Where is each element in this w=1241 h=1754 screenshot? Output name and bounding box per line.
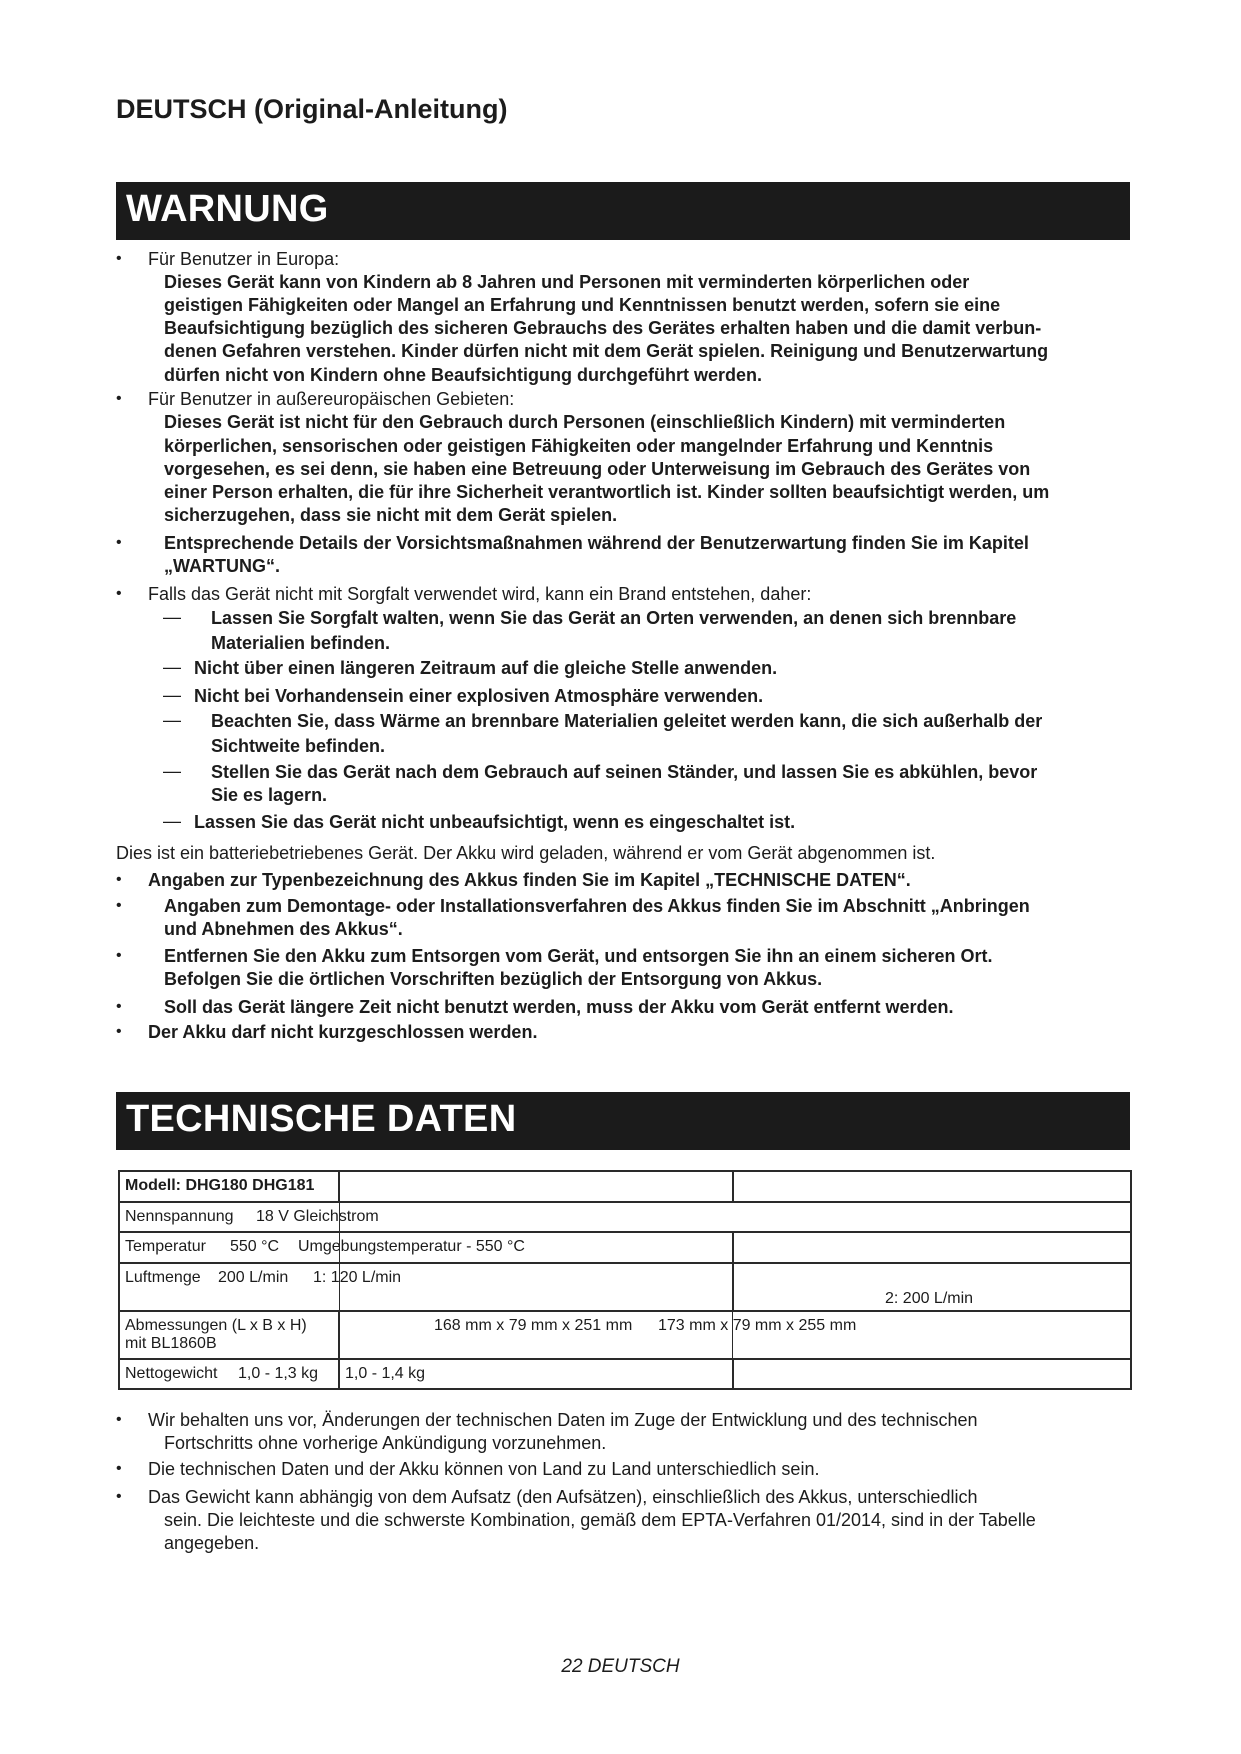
battery-item-line: Soll das Gerät längere Zeit nicht benutzt werden, muss der Akku vom Gerät entfernt werden. <box>164 997 954 1017</box>
battery-item-line: Entfernen Sie den Akku zum Entsorgen vom Gerät, und entsorgen Sie ihn an einem sicheren Ort. <box>164 946 993 966</box>
fire-item-line: Materialien befinden. <box>211 633 391 653</box>
battery-statement: Dies ist ein batteriebetriebenes Gerät. Der Akku wird geladen, während er vom Gerät abgenommen ist. <box>116 843 936 863</box>
europe-text-line: Dieses Gerät kann von Kindern ab 8 Jahren und Personen mit verminderten körperlichen oder <box>164 272 970 292</box>
europe-text-line: denen Gefahren verstehen. Kinder dürfen nicht mit dem Gerät spielen. Reinigung und Benutzerwartung <box>164 341 1049 361</box>
non-europe-text-line: Dieses Gerät ist nicht für den Gebrauch durch Personen (einschließlich Kindern) mit verminderten <box>164 412 1006 432</box>
dash-icon: — <box>163 811 181 831</box>
page-title: DEUTSCH (Original-Anleitung) <box>116 94 508 124</box>
europe-text-line: dürfen nicht von Kindern ohne Beaufsichtigung durchgeführt werden. <box>164 365 763 385</box>
table-cell <box>733 1171 1131 1202</box>
fire-item-line: Sichtweite befinden. <box>211 736 386 756</box>
bullet-icon: • <box>116 998 122 1015</box>
weight-value-2: 1,0 - 1,4 kg <box>345 1365 426 1382</box>
non-europe-text-line: einer Person erhalten, die für ihre Sicherheit verantwortlich ist. Kinder sollten beaufsichtigt werden, um <box>164 482 1050 502</box>
non-europe-text-line: körperlichen, sensorischen oder geistigen Fähigkeiten oder mangelnder Erfahrung und Kenntnis <box>164 436 994 456</box>
dash-icon: — <box>163 761 181 781</box>
table-row <box>119 1359 1131 1389</box>
column-divider <box>339 1203 340 1231</box>
dimension-value-2: 173 mm x 79 mm x 255 mm <box>658 1317 857 1334</box>
bullet-icon: • <box>116 585 122 602</box>
fire-item-line: Stellen Sie das Gerät nach dem Gebrauch auf seinen Ständer, und lassen Sie es abkühlen, bevor <box>211 762 1038 782</box>
column-divider <box>339 1264 340 1310</box>
model-cell <box>119 1171 339 1202</box>
airflow-level-1: 1: 120 L/min <box>313 1269 402 1286</box>
note-line: Das Gewicht kann abhängig von dem Aufsatz (den Aufsätzen), einschließlich des Akkus, unterschiedlich <box>148 1487 978 1507</box>
bullet-icon: • <box>116 1411 122 1428</box>
table-row <box>119 1171 1131 1202</box>
dash-icon: — <box>163 710 181 730</box>
battery-item-line: und Abnehmen des Akkus“. <box>164 919 403 939</box>
dash-icon: — <box>163 685 181 705</box>
airflow-cell-2 <box>733 1263 1131 1311</box>
note-line: Die technischen Daten und der Akku können von Land zu Land unterschiedlich sein. <box>148 1459 820 1479</box>
warning-heading: WARNUNG <box>126 188 329 230</box>
table-cell <box>733 1232 1131 1263</box>
spec-table <box>118 1170 1132 1390</box>
battery-item-line: Angaben zur Typenbezeichnung des Akkus finden Sie im Kapitel „TECHNISCHE DATEN“. <box>148 870 911 890</box>
fire-item-line: Lassen Sie Sorgfalt walten, wenn Sie das Gerät an Orten verwenden, an denen sich brennbare <box>211 608 1017 628</box>
airflow-cell <box>119 1263 733 1311</box>
table-row <box>119 1232 1131 1263</box>
specs-heading: TECHNISCHE DATEN <box>126 1098 517 1140</box>
dimension-sublabel: mit BL1860B <box>125 1335 217 1352</box>
battery-item-line: Der Akku darf nicht kurzgeschlossen werden. <box>148 1022 538 1042</box>
page-footer: 22 DEUTSCH <box>561 1656 680 1677</box>
europe-intro: Für Benutzer in Europa: <box>148 249 340 269</box>
temperature-value: 550 °C <box>230 1238 280 1255</box>
bullet-icon: • <box>116 250 122 267</box>
fire-item-line: Beachten Sie, dass Wärme an brennbare Materialien geleitet werden kann, die sich außerhalb der <box>211 711 1043 731</box>
airflow-label: Luftmenge <box>125 1269 201 1286</box>
model-label: Modell: DHG180 DHG181 <box>125 1177 315 1194</box>
weight-label-cell <box>119 1359 339 1389</box>
europe-text-line: geistigen Fähigkeiten oder Mangel an Erfahrung und Kenntnissen benutzt werden, sofern sie eine <box>164 295 1001 315</box>
note-line: sein. Die leichteste und die schwerste Kombination, gemäß dem EPTA-Verfahren 01/2014, sind in der Tabelle <box>164 1510 1036 1530</box>
europe-text-line: Beaufsichtigung bezüglich des sicheren Gebrauchs des Gerätes erhalten haben und die damit verbun- <box>164 318 1042 338</box>
column-divider <box>732 1312 733 1358</box>
bullet-icon: • <box>116 1460 122 1477</box>
table-cell <box>339 1171 733 1202</box>
weight-value-cell <box>339 1359 733 1389</box>
non-europe-text-line: vorgesehen, es sei denn, sie haben eine Betreuung oder Unterweisung im Gebrauch des Gerätes von <box>164 459 1031 479</box>
temperature-cell <box>119 1232 733 1263</box>
table-row <box>119 1311 1131 1359</box>
table-row <box>119 1263 1131 1311</box>
bullet-icon: • <box>116 947 122 964</box>
warning-heading-bar <box>116 182 1130 240</box>
column-divider <box>339 1233 340 1262</box>
bullet-icon: • <box>116 534 122 551</box>
table-cell <box>733 1359 1131 1389</box>
note-line: Wir behalten uns vor, Änderungen der technischen Daten im Zuge der Entwicklung und des technischen <box>148 1410 978 1430</box>
fire-item-line: Nicht über einen längeren Zeitraum auf die gleiche Stelle anwenden. <box>194 658 778 678</box>
non-europe-intro: Für Benutzer in außereuropäischen Gebieten: <box>148 389 515 409</box>
weight-value-1: 1,0 - 1,3 kg <box>238 1365 319 1382</box>
fire-item-line: Lassen Sie das Gerät nicht unbeaufsichtigt, wenn es eingeschaltet ist. <box>194 812 796 832</box>
dash-icon: — <box>163 657 181 677</box>
airflow-value: 200 L/min <box>218 1269 289 1286</box>
table-row <box>119 1202 1131 1232</box>
bullet-icon: • <box>116 871 122 888</box>
maintenance-text-line: „WARTUNG“. <box>164 556 280 576</box>
note-line: angegeben. <box>164 1533 260 1553</box>
fire-item-line: Nicht bei Vorhandensein einer explosiven Atmosphäre verwenden. <box>194 686 764 706</box>
bullet-icon: • <box>116 1023 122 1040</box>
bullet-icon: • <box>116 897 122 914</box>
fire-intro: Falls das Gerät nicht mit Sorgfalt verwendet wird, kann ein Brand entstehen, daher: <box>148 584 812 604</box>
note-line: Fortschritts ohne vorherige Ankündigung vorzunehmen. <box>164 1433 607 1453</box>
voltage-value: 18 V Gleichstrom <box>256 1208 379 1225</box>
battery-item-line: Angaben zum Demontage- oder Installationsverfahren des Akkus finden Sie im Abschnitt „Anbringen <box>164 896 1030 916</box>
dash-icon: — <box>163 607 181 627</box>
fire-item-line: Sie es lagern. <box>211 785 328 805</box>
ambient-temperature-value: Umgebungstemperatur - 550 °C <box>298 1238 525 1255</box>
bullet-icon: • <box>116 390 122 407</box>
airflow-level-2: 2: 200 L/min <box>885 1290 974 1307</box>
voltage-cell <box>119 1202 1131 1232</box>
dimension-value-1: 168 mm x 79 mm x 251 mm <box>434 1317 633 1334</box>
bullet-icon: • <box>116 1488 122 1505</box>
voltage-label: Nennspannung <box>125 1208 234 1225</box>
weight-label: Nettogewicht <box>125 1365 218 1382</box>
non-europe-text-line: sicherzugehen, dass sie nicht mit dem Gerät spielen. <box>164 505 618 525</box>
dimension-value-cell <box>339 1311 1131 1359</box>
dimension-label: Abmessungen (L x B x H) <box>125 1317 307 1334</box>
specs-heading-bar <box>116 1092 1130 1150</box>
maintenance-text-line: Entsprechende Details der Vorsichtsmaßnahmen während der Benutzerwartung finden Sie im Kapitel <box>164 533 1029 553</box>
battery-item-line: Befolgen Sie die örtlichen Vorschriften bezüglich der Entsorgung von Akkus. <box>164 969 823 989</box>
temperature-label: Temperatur <box>125 1238 206 1255</box>
dimension-label-cell <box>119 1311 339 1359</box>
